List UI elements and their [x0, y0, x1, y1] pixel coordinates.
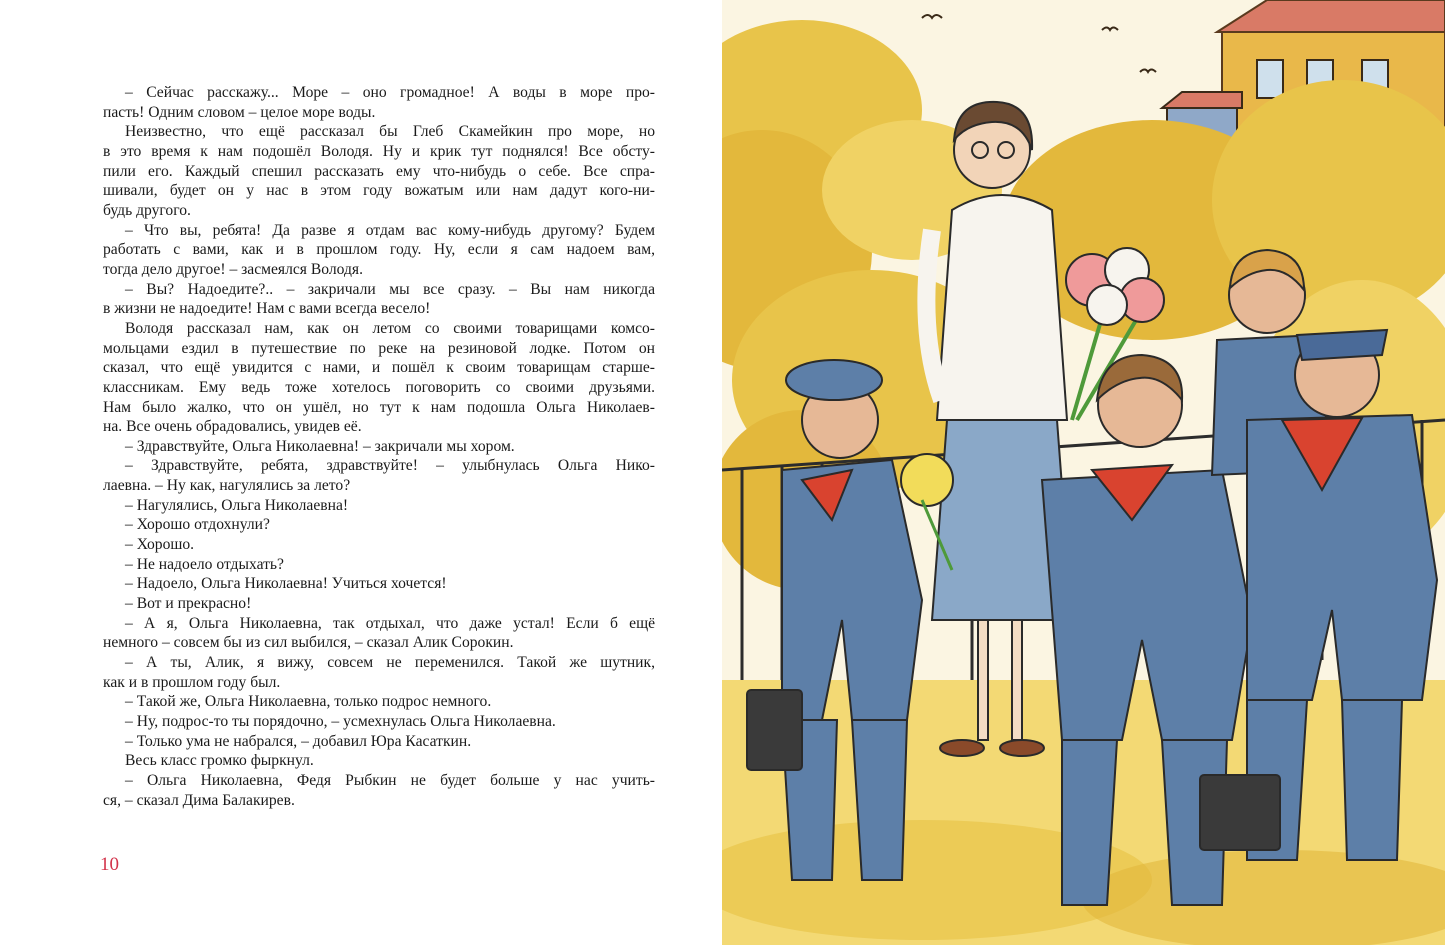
text-line: – Вот и прекрасно!: [125, 595, 252, 613]
text-line: работать с вами, как и в прошлом году. Ну, если я сам надоем вам,: [103, 241, 655, 259]
text-line: пасть! Одним словом – целое море воды.: [103, 103, 376, 121]
text-line: – Нагулялись, Ольга Николаевна!: [125, 496, 349, 514]
text-line: будь другого.: [103, 201, 191, 219]
text-line: – Здравствуйте, Ольга Николаевна! – закричали мы хором.: [125, 437, 515, 455]
text-line: – Вы? Надоедите?.. – закричали мы все сразу. – Вы нам никогда: [125, 280, 655, 298]
text-line: в это время к нам подошёл Володя. Ну и крик тут поднялся! Все обсту-: [103, 142, 655, 160]
text-line: – А ты, Алик, я вижу, совсем не переменился. Такой же шутник,: [125, 654, 655, 672]
text-page: [0, 0, 722, 945]
text-line: как и в прошлом году был.: [103, 673, 281, 691]
text-line: – Ольга Николаевна, Федя Рыбкин не будет больше у нас учить-: [125, 771, 655, 789]
text-line: – Не надоело отдыхать?: [125, 555, 284, 573]
text-line: лаевна. – Ну как, нагулялись за лето?: [103, 477, 351, 495]
text-line: – Что вы, ребята! Да разве я отдам вас кому-нибудь другому? Будем: [125, 221, 655, 239]
text-line: Нам было жалко, что он ушёл, но тут к нам подошла Ольга Николаев-: [103, 398, 655, 416]
text-line: тогда дело другое! – засмеялся Володя.: [103, 260, 363, 278]
text-line: мольцами ездил в путешествие по реке на резиновой лодке. Потом он: [103, 339, 655, 357]
text-line: сказал, что ещё увидится с нами, и пошёл к своим товарищам старше-: [103, 359, 655, 377]
text-line: шивали, будет он у нас в этом году вожатым или нам дадут кого-ни-: [103, 182, 655, 200]
text-line: классникам. Ему ведь тоже хотелось поговорить со своими друзьями.: [103, 378, 655, 396]
text-line: – Такой же, Ольга Николаевна, только подрос немного.: [125, 693, 492, 711]
text-line: – Ну, подрос-то ты порядочно, – усмехнулась Ольга Николаевна.: [125, 713, 556, 730]
text-line: – Хорошо.: [125, 536, 195, 554]
text-line: – Хорошо отдохнули?: [125, 516, 270, 534]
text-line: немного – совсем бы из сил выбился, – сказал Алик Сорокин.: [103, 634, 514, 652]
text-line: – Здравствуйте, ребята, здравствуйте! – улыбнулась Ольга Нико-: [125, 457, 655, 475]
page-number: 10: [100, 854, 119, 875]
text-line: – Надоело, Ольга Николаевна! Учиться хочется!: [125, 575, 447, 593]
story-text: [103, 83, 655, 810]
text-line: на. Все очень обрадовались, увидев её.: [103, 418, 362, 436]
text-line: Володя рассказал нам, как он летом со своими товарищами комсо-: [125, 319, 655, 337]
text-line: Весь класс громко фыркнул.: [125, 752, 314, 770]
text-line: – Только ума не набрался, – добавил Юра Касаткин.: [125, 732, 472, 750]
text-line: в жизни не надоедите! Нам с вами всегда весело!: [103, 300, 431, 318]
text-line: – Сейчас расскажу... Море – оно громадное! А воды в море про-: [125, 84, 655, 101]
text-line: ся, – сказал Дима Балакирев.: [103, 791, 295, 809]
text-line: пили его. Каждый спешил рассказать ему что-нибудь о себе. Все спра-: [103, 162, 655, 180]
text-line: Неизвестно, что ещё рассказал бы Глеб Скамейкин про море, но: [125, 123, 655, 141]
text-line: – А я, Ольга Николаевна, так отдыхал, что даже устал! Если б ещё: [125, 614, 655, 632]
illustration-teacher-and-pupils: [722, 0, 1445, 945]
